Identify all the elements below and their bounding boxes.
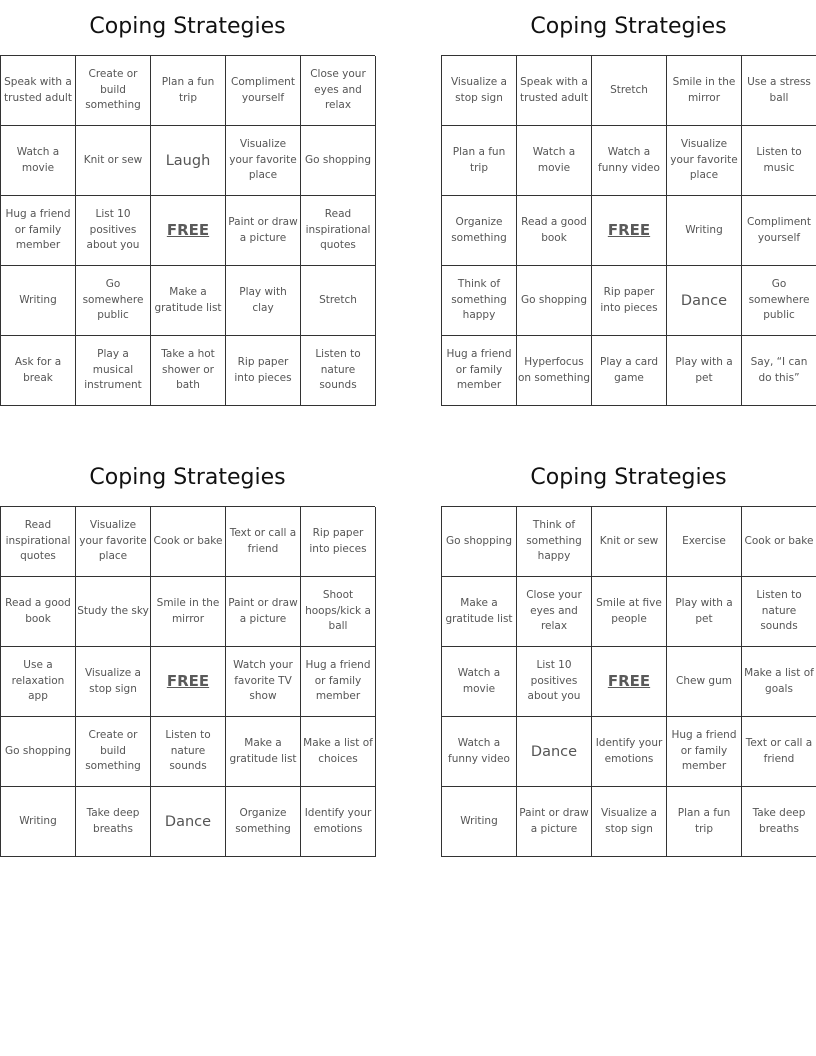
card-title: Coping Strategies xyxy=(530,465,727,490)
bingo-cell: Read inspirational quotes xyxy=(301,196,376,266)
bingo-cell: Visualize your favorite place xyxy=(76,507,151,577)
bingo-cell: Speak with a trusted adult xyxy=(1,56,76,126)
bingo-cell: Make a gratitude list xyxy=(151,266,226,336)
bingo-cell: Watch a movie xyxy=(1,126,76,196)
bingo-cell: Make a gratitude list xyxy=(226,717,301,787)
bingo-cell: Knit or sew xyxy=(76,126,151,196)
bingo-cell: Paint or draw a picture xyxy=(517,787,592,857)
bingo-cell: Watch your favorite TV show xyxy=(226,647,301,717)
bingo-cell: Organize something xyxy=(226,787,301,857)
bingo-cell: Make a list of choices xyxy=(301,717,376,787)
bingo-cell: Writing xyxy=(667,196,742,266)
bingo-cell: Rip paper into pieces xyxy=(301,507,376,577)
bingo-cell: Ask for a break xyxy=(1,336,76,406)
bingo-cell: Cook or bake xyxy=(742,507,816,577)
bingo-cell: Plan a fun trip xyxy=(442,126,517,196)
free-space: FREE xyxy=(151,647,226,717)
bingo-cell: Listen to music xyxy=(742,126,816,196)
card-title: Coping Strategies xyxy=(530,14,727,39)
bingo-cell: Go shopping xyxy=(442,507,517,577)
bingo-grid xyxy=(0,55,375,406)
bingo-cell: Paint or draw a picture xyxy=(226,577,301,647)
bingo-cell: Listen to nature sounds xyxy=(742,577,816,647)
bingo-cell: Smile in the mirror xyxy=(667,56,742,126)
bingo-cell: Exercise xyxy=(667,507,742,577)
bingo-cell: Think of something happy xyxy=(442,266,517,336)
bingo-cell: Identify your emotions xyxy=(301,787,376,857)
bingo-cell: Visualize a stop sign xyxy=(76,647,151,717)
bingo-grid xyxy=(0,506,375,857)
bingo-grid xyxy=(441,55,816,406)
bingo-cell: Stretch xyxy=(301,266,376,336)
bingo-cell: List 10 positives about you xyxy=(76,196,151,266)
bingo-cell: Visualize a stop sign xyxy=(592,787,667,857)
bingo-cell: Smile at five people xyxy=(592,577,667,647)
bingo-cell: Take deep breaths xyxy=(742,787,816,857)
bingo-cell: Make a gratitude list xyxy=(442,577,517,647)
bingo-cell: Smile in the mirror xyxy=(151,577,226,647)
bingo-cell: Writing xyxy=(442,787,517,857)
bingo-cell: Watch a movie xyxy=(517,126,592,196)
bingo-cell: List 10 positives about you xyxy=(517,647,592,717)
bingo-cell: Dance xyxy=(151,787,226,857)
bingo-card-3 xyxy=(0,451,375,857)
bingo-card-1 xyxy=(0,0,375,406)
bingo-cell: Listen to nature sounds xyxy=(151,717,226,787)
bingo-cell: Watch a funny video xyxy=(592,126,667,196)
bingo-cell: Stretch xyxy=(592,56,667,126)
bingo-cell: Hug a friend or family member xyxy=(1,196,76,266)
bingo-cell: Text or call a friend xyxy=(742,717,816,787)
bingo-cell: Watch a movie xyxy=(442,647,517,717)
bingo-cell: Plan a fun trip xyxy=(667,787,742,857)
bingo-cell: Rip paper into pieces xyxy=(592,266,667,336)
bingo-cell: Read a good book xyxy=(517,196,592,266)
bingo-grid xyxy=(441,506,816,857)
bingo-cell: Create or build something xyxy=(76,56,151,126)
bingo-cell: Identify your emotions xyxy=(592,717,667,787)
bingo-cell: Rip paper into pieces xyxy=(226,336,301,406)
bingo-cell: Say, “I can do this” xyxy=(742,336,816,406)
bingo-cell: Visualize a stop sign xyxy=(442,56,517,126)
bingo-cell: Close your eyes and relax xyxy=(517,577,592,647)
bingo-cell: Play with a pet xyxy=(667,577,742,647)
bingo-cell: Visualize your favorite place xyxy=(226,126,301,196)
bingo-cell: Hug a friend or family member xyxy=(667,717,742,787)
bingo-card-4 xyxy=(441,451,816,857)
bingo-cell: Visualize your favorite place xyxy=(667,126,742,196)
bingo-cell: Dance xyxy=(517,717,592,787)
bingo-cell: Knit or sew xyxy=(592,507,667,577)
bingo-cell: Use a relaxation app xyxy=(1,647,76,717)
bingo-cell: Writing xyxy=(1,266,76,336)
bingo-cell: Laugh xyxy=(151,126,226,196)
bingo-cell: Hug a friend or family member xyxy=(301,647,376,717)
card-title: Coping Strategies xyxy=(89,14,286,39)
bingo-cell: Take a hot shower or bath xyxy=(151,336,226,406)
bingo-cell: Play a card game xyxy=(592,336,667,406)
bingo-cell: Writing xyxy=(1,787,76,857)
bingo-card-2 xyxy=(441,0,816,406)
bingo-cell: Speak with a trusted adult xyxy=(517,56,592,126)
bingo-cell: Chew gum xyxy=(667,647,742,717)
bingo-cell: Go shopping xyxy=(517,266,592,336)
bingo-cell: Go somewhere public xyxy=(76,266,151,336)
bingo-cell: Shoot hoops/kick a ball xyxy=(301,577,376,647)
bingo-cell: Plan a fun trip xyxy=(151,56,226,126)
bingo-cell: Paint or draw a picture xyxy=(226,196,301,266)
bingo-cell: Take deep breaths xyxy=(76,787,151,857)
card-title: Coping Strategies xyxy=(89,465,286,490)
bingo-cell: Watch a funny video xyxy=(442,717,517,787)
bingo-cell: Hug a friend or family member xyxy=(442,336,517,406)
bingo-cell: Listen to nature sounds xyxy=(301,336,376,406)
bingo-cell: Dance xyxy=(667,266,742,336)
free-space: FREE xyxy=(592,647,667,717)
bingo-cell: Cook or bake xyxy=(151,507,226,577)
bingo-cell: Hyperfocus on something xyxy=(517,336,592,406)
bingo-cell: Play a musical instrument xyxy=(76,336,151,406)
bingo-cell: Play with a pet xyxy=(667,336,742,406)
bingo-cell: Compliment yourself xyxy=(742,196,816,266)
bingo-cell: Go somewhere public xyxy=(742,266,816,336)
bingo-cell: Make a list of goals xyxy=(742,647,816,717)
bingo-cell: Text or call a friend xyxy=(226,507,301,577)
bingo-cell: Use a stress ball xyxy=(742,56,816,126)
bingo-cell: Organize something xyxy=(442,196,517,266)
bingo-cell: Play with clay xyxy=(226,266,301,336)
bingo-cell: Read inspirational quotes xyxy=(1,507,76,577)
bingo-cell: Close your eyes and relax xyxy=(301,56,376,126)
bingo-cell: Study the sky xyxy=(76,577,151,647)
bingo-cell: Go shopping xyxy=(301,126,376,196)
free-space: FREE xyxy=(151,196,226,266)
bingo-cell: Compliment yourself xyxy=(226,56,301,126)
bingo-cell: Create or build something xyxy=(76,717,151,787)
bingo-cell: Think of something happy xyxy=(517,507,592,577)
free-space: FREE xyxy=(592,196,667,266)
bingo-cell: Read a good book xyxy=(1,577,76,647)
bingo-cell: Go shopping xyxy=(1,717,76,787)
